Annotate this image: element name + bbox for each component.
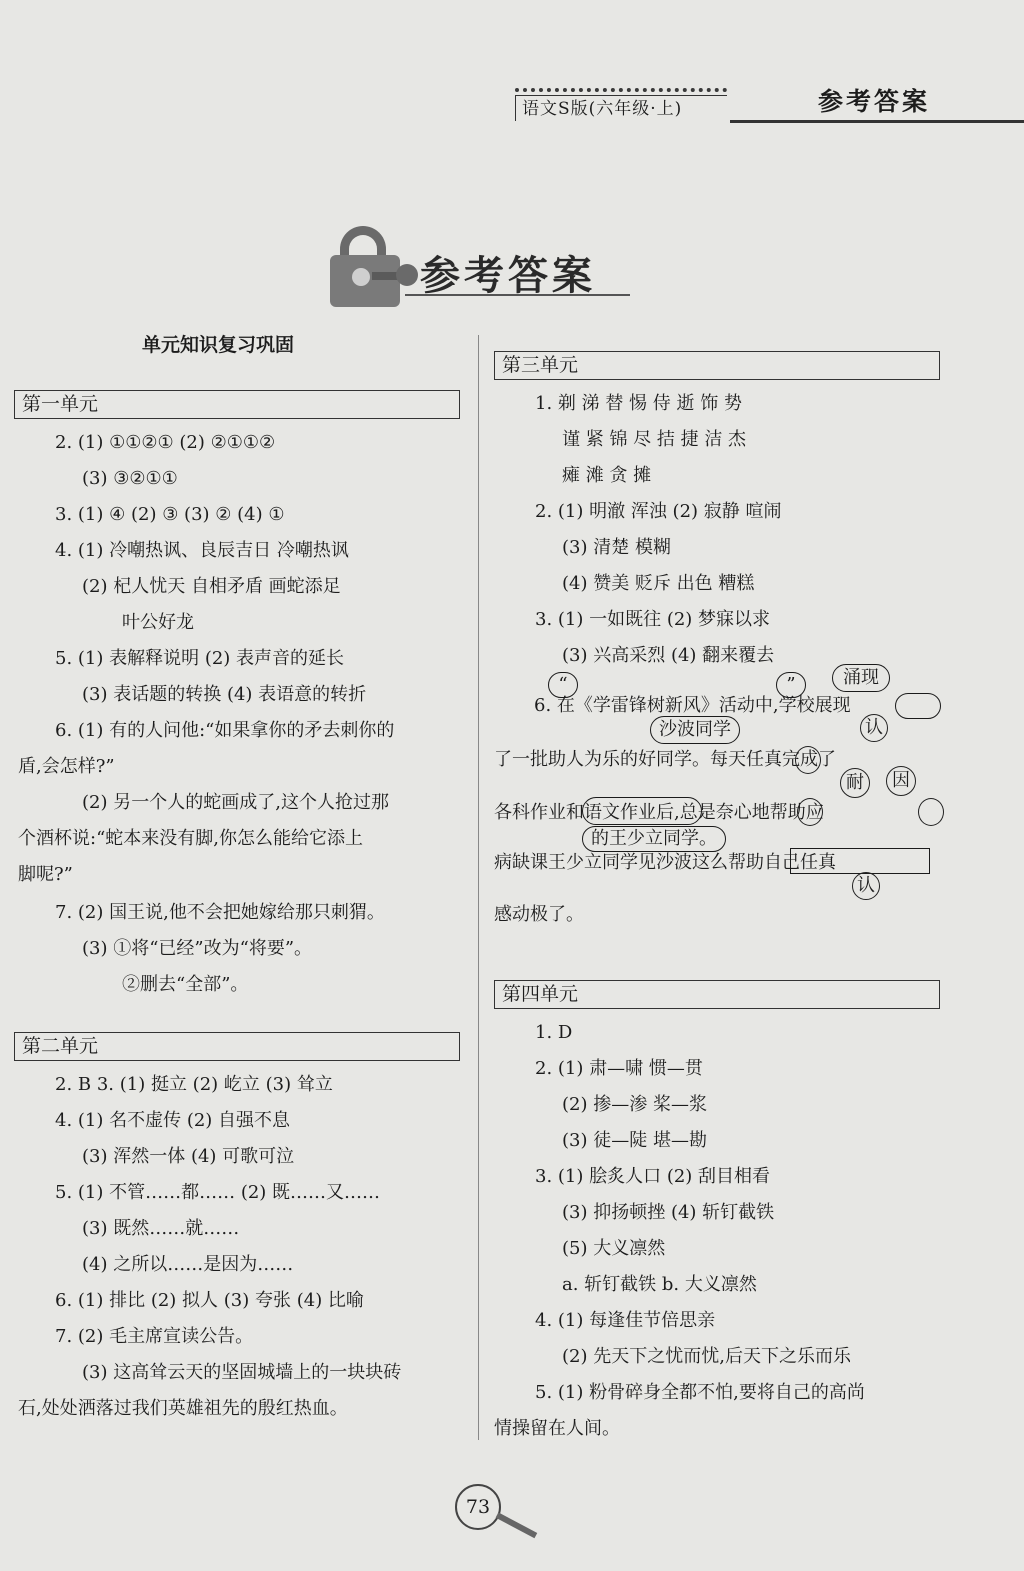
- u1-line: 2. (1) ①①②① (2) ②①①②: [55, 432, 276, 453]
- mark-bangzhu: [790, 848, 930, 874]
- key-head: [396, 264, 418, 286]
- unit4-title: 第四单元: [494, 980, 940, 1009]
- q6-line: 各科作业和语文作业后,总是奈心地帮助应: [494, 802, 824, 823]
- insert-ren2: 认: [852, 872, 880, 900]
- u1-line: 4. (1) 冷嘲热讽、良辰吉日 冷嘲热讽: [55, 540, 349, 561]
- u1-line: (3) 表话题的转换 (4) 表语意的转折: [82, 684, 367, 705]
- u1-line: 7. (2) 国王说,他不会把她嫁给那只刺猬。: [55, 902, 385, 923]
- u4-line: 情操留在人间。: [494, 1418, 620, 1439]
- u2-line: (3) 浑然一体 (4) 可歌可泣: [82, 1146, 295, 1167]
- u3-line: 瘫 滩 贪 摊: [562, 465, 652, 486]
- u4-line: (2) 先天下之忧而忧,后天下之乐而乐: [562, 1346, 851, 1367]
- header-rule: [730, 120, 1024, 123]
- page-number: 73: [455, 1484, 501, 1530]
- u4-line: 4. (1) 每逢佳节倍思亲: [535, 1310, 716, 1331]
- u1-line: 叶公好龙: [122, 612, 194, 633]
- u4-line: 2. (1) 肃—啸 惯—贯: [535, 1058, 703, 1079]
- insert-quote-right: ”: [776, 672, 806, 698]
- u2-line: 石,处处洒落过我们英雄祖先的殷红热血。: [18, 1398, 348, 1419]
- u2-line: 2. B 3. (1) 挺立 (2) 屹立 (3) 耸立: [55, 1074, 333, 1095]
- q6-line: 感动极了。: [494, 904, 584, 925]
- unit3-title: 第三单元: [494, 351, 940, 380]
- u1-line: 6. (1) 有的人问他:“如果拿你的矛去刺你的: [55, 720, 395, 741]
- unit1-title: 第一单元: [14, 390, 460, 419]
- magnifier-handle-icon: [496, 1512, 538, 1538]
- mark-ren-circle: [795, 746, 821, 774]
- q6-line: 6. 在《学雷锋树新风》活动中,学校展现: [534, 695, 851, 716]
- u3-line: 2. (1) 明澈 浑浊 (2) 寂静 喧闹: [535, 501, 782, 522]
- column-divider: [478, 335, 479, 1440]
- insert-quote-left: “: [548, 672, 578, 698]
- u1-line: 个酒杯说:“蛇本来没有脚,你怎么能给它添上: [18, 828, 363, 849]
- insert-yongxian: 涌现: [832, 664, 890, 692]
- u2-line: 4. (1) 名不虚传 (2) 自强不息: [55, 1110, 291, 1131]
- u4-line: (2) 掺—渗 桨—浆: [562, 1094, 707, 1115]
- u4-line: (3) 抑扬顿挫 (4) 斩钉截铁: [562, 1202, 775, 1223]
- banner-title: 参考答案: [420, 252, 596, 299]
- mark-zhanxian: [895, 693, 941, 719]
- insert-yin: 因: [886, 766, 916, 796]
- banner-underline: [405, 294, 630, 296]
- u4-line: 3. (1) 脍炙人口 (2) 刮目相看: [535, 1166, 771, 1187]
- keyhole-icon: [352, 268, 370, 286]
- u2-line: 7. (2) 毛主席宣读公告。: [55, 1326, 254, 1347]
- u3-line: 谨 紧 锦 尽 拮 捷 洁 杰: [562, 429, 747, 450]
- header-title: 参考答案: [818, 87, 931, 116]
- u3-line: 3. (1) 一如既往 (2) 梦寐以求: [535, 609, 771, 630]
- section-heading: 单元知识复习巩固: [142, 334, 295, 356]
- insert-nai: 耐: [840, 768, 870, 798]
- u4-line: 5. (1) 粉骨碎身全都不怕,要将自己的高尚: [535, 1382, 865, 1403]
- u2-line: 5. (1) 不管……都…… (2) 既……又……: [55, 1182, 381, 1203]
- u4-line: a. 斩钉截铁 b. 大义凛然: [562, 1274, 757, 1295]
- u1-line: (2) 杞人忧天 自相矛盾 画蛇添足: [82, 576, 341, 597]
- mark-ying-circle: [918, 798, 944, 826]
- mark-yuwen: [582, 797, 702, 825]
- insert-ren1: 认: [860, 714, 888, 742]
- u1-line: (3) ①将“已经”改为“将要”。: [82, 938, 313, 959]
- u3-line: 1. 剃 涕 替 惕 侍 逝 饰 势: [535, 393, 742, 414]
- u1-line: 5. (1) 表解释说明 (2) 表声音的延长: [55, 648, 345, 669]
- header-subtitle: 语文S版(六年级·上): [515, 95, 727, 121]
- insert-shabo: 沙波同学: [650, 716, 740, 744]
- insert-wangshaoli: 的王少立同学。: [582, 826, 726, 852]
- unit2-title: 第二单元: [14, 1032, 460, 1061]
- u1-line: 盾,会怎样?”: [18, 756, 115, 777]
- u1-line: (2) 另一个人的蛇画成了,这个人抢过那: [82, 792, 389, 813]
- u2-line: (4) 之所以……是因为……: [82, 1254, 294, 1275]
- u1-line: (3) ③②①①: [82, 468, 178, 489]
- u4-line: (5) 大义凛然: [562, 1238, 666, 1259]
- u4-line: (3) 徒—陡 堪—勘: [562, 1130, 707, 1151]
- u3-line: (3) 清楚 模糊: [562, 537, 671, 558]
- u1-line: 脚呢?”: [18, 864, 73, 885]
- q6-line: 了一批助人为乐的好同学。每天任真完成了: [494, 749, 836, 770]
- u3-line: (3) 兴高采烈 (4) 翻来覆去: [562, 645, 775, 666]
- header-dots: [515, 88, 727, 92]
- u2-line: (3) 既然……就……: [82, 1218, 240, 1239]
- u3-line: (4) 赞美 贬斥 出色 糟糕: [562, 573, 755, 594]
- u2-line: 6. (1) 排比 (2) 拟人 (3) 夸张 (4) 比喻: [55, 1290, 364, 1311]
- q6-line: 病缺课王少立同学见沙波这么帮助自己任真: [494, 852, 836, 873]
- u2-line: (3) 这高耸云天的坚固城墙上的一块块砖: [82, 1362, 402, 1383]
- mark-nai-circle: [797, 798, 823, 826]
- u1-line: ②删去“全部”。: [122, 974, 249, 995]
- u1-line: 3. (1) ④ (2) ③ (3) ② (4) ①: [55, 504, 285, 525]
- u4-line: 1. D: [535, 1022, 573, 1043]
